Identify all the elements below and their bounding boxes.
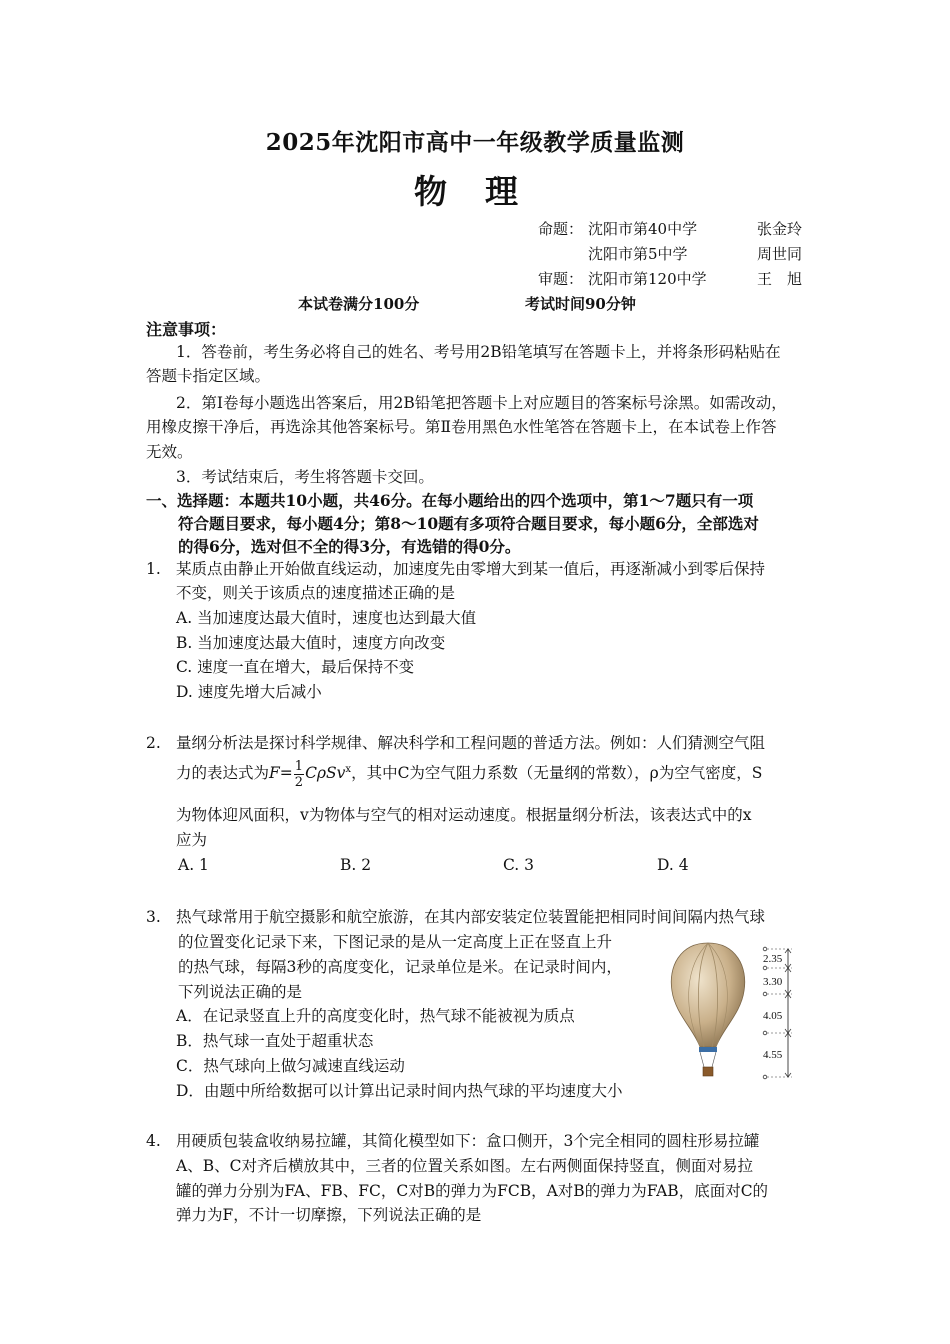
q4-stem-line-3: 罐的弹力分别为FA、FB、FC，C对B的弹力为FCB，A对B的弹力为FAB，底面对C的: [176, 1182, 769, 1200]
section1-line-3: 的得6分，选对但不全的得3分，有选错的得0分。: [178, 537, 521, 556]
q2-option-d: D. 4: [657, 856, 689, 874]
q2-stem-line-1: 量纲分析法是探讨科学规律、解决科学和工程问题的普适方法。例如：人们猜测空气阻: [176, 734, 766, 752]
q3-stem-line-2: 的位置变化记录下来，下图记录的是从一定高度上正在竖直上升: [178, 933, 613, 951]
notice-heading: 注意事项：: [146, 320, 227, 339]
interval-label-2: 3.30: [763, 976, 783, 988]
notice-2-line-3: 无效。: [146, 443, 193, 461]
q1-stem-line-1: 某质点由静止开始做直线运动，加速度先由零增大到某一值后，再逐渐减小到零后保持: [176, 560, 766, 578]
q3-stem-line-4: 下列说法正确的是: [178, 983, 303, 1001]
reviewer-name: 王 旭: [757, 270, 803, 288]
q2-stem-line-2: 力的表达式为F= $\frac{1}{2}$ CρSv$^x$，其中C为空气阻力系数（无量纲的常数），ρ为空气密度，S: [176, 758, 763, 790]
formula-f: F: [269, 764, 280, 783]
q3-number: 3.: [146, 908, 161, 926]
author-school-2: 沈阳市第5中学: [588, 245, 688, 263]
full-score: 本试卷满分100分: [298, 295, 420, 313]
q2-option-c: C. 3: [503, 856, 535, 874]
author-name-1: 张金玲: [757, 220, 803, 238]
q4-number: 4.: [146, 1132, 161, 1150]
q3-stem-line-1: 热气球常用于航空摄影和航空旅游，在其内部安装定位装置能把相同时间间隔内热气球: [176, 908, 766, 926]
balloon-icon: [671, 943, 745, 1076]
q1-option-a: A. 当加速度达最大值时，速度也达到最大值: [176, 609, 477, 627]
notice-2-line-1: 2．第Ⅰ卷每小题选出答案后，用2B铅笔把答题卡上对应题目的答案标号涂黑。如需改动，: [176, 394, 787, 412]
balloon-basket: [703, 1067, 713, 1076]
q3-option-c: C．热气球向上做匀减速直线运动: [176, 1057, 405, 1075]
q3-option-b: B．热气球一直处于超重状态: [176, 1032, 374, 1050]
reviewer-school: 沈阳市第120中学: [588, 270, 707, 288]
q3-option-d: D．由题中所给数据可以计算出记录时间内热气球的平均速度大小: [176, 1082, 623, 1100]
q1-option-d: D. 速度先增大后减小: [176, 683, 322, 701]
notice-1-line-2: 答题卡指定区域。: [146, 367, 271, 385]
notice-1-line-1: 1．答卷前，考生务必将自己的姓名、考号用2B铅笔填写在答题卡上，并将条形码粘贴在: [176, 343, 781, 361]
q4-stem-line-4: 弹力为F，不计一切摩擦，下列说法正确的是: [176, 1206, 482, 1224]
height-scale: [763, 947, 792, 1079]
q4-stem-line-2: A、B、C对齐后横放其中，三者的位置关系如图。左右两侧面保持竖直，侧面对易拉: [176, 1157, 753, 1175]
balloon-band: [699, 1047, 717, 1052]
notice-3: 3．考试结束后，考生将答题卡交回。: [176, 468, 434, 486]
author-school-1: 沈阳市第40中学: [588, 220, 698, 238]
interval-label-3: 4.05: [763, 1010, 783, 1022]
q1-number: 1.: [146, 560, 161, 578]
q1-option-b: B. 当加速度达最大值时，速度方向改变: [176, 634, 446, 652]
interval-label-4: 4.55: [763, 1049, 783, 1061]
section1-line-2: 符合题目要求，每小题4分；第8～10题有多项符合题目要求，每小题6分，全部选对: [178, 514, 759, 533]
q1-option-c: C. 速度一直在增大，最后保持不变: [176, 658, 415, 676]
hot-air-balloon-figure: [660, 935, 810, 1085]
q2-option-b: B. 2: [340, 856, 372, 874]
q2-number: 2.: [146, 734, 161, 752]
author-role-1: 命题：: [538, 220, 584, 238]
q2-stem-line-4: 应为: [176, 831, 208, 849]
reviewer-role: 审题：: [538, 270, 584, 288]
exam-title: 2025年沈阳市高中一年级教学质量监测: [265, 129, 685, 156]
author-name-2: 周世同: [757, 245, 803, 263]
q4-stem-line-1: 用硬质包装盒收纳易拉罐，其简化模型如下：盒口侧开，3个完全相同的圆柱形易拉罐: [176, 1132, 760, 1150]
interval-label-1: 2.35: [763, 953, 783, 965]
exam-time: 考试时间90分钟: [525, 295, 636, 313]
q1-stem-line-2: 不变，则关于该质点的速度描述正确的是: [176, 584, 456, 602]
q3-option-a: A．在记录竖直上升的高度变化时，热气球不能被视为质点: [176, 1007, 575, 1025]
subject-title: 物理: [414, 172, 556, 211]
section1-line-1: 一、选择题：本题共10小题，共46分。在每小题给出的四个选项中，第1～7题只有一项: [146, 491, 754, 510]
q2-option-a: A. 1: [178, 856, 209, 874]
q2-stem-line-3: 为物体迎风面积，v为物体与空气的相对运动速度。根据量纲分析法，该表达式中的x: [176, 806, 752, 824]
formula-fraction: $\frac{1}{2}$: [294, 758, 304, 790]
notice-2-line-2: 用橡皮擦干净后，再选涂其他答案标号。第Ⅱ卷用黑色水性笔答在答题卡上，在本试卷上作答: [146, 418, 777, 436]
q3-stem-line-3: 的热气球，每隔3秒的高度变化，记录单位是米。在记录时间内，: [178, 958, 622, 976]
